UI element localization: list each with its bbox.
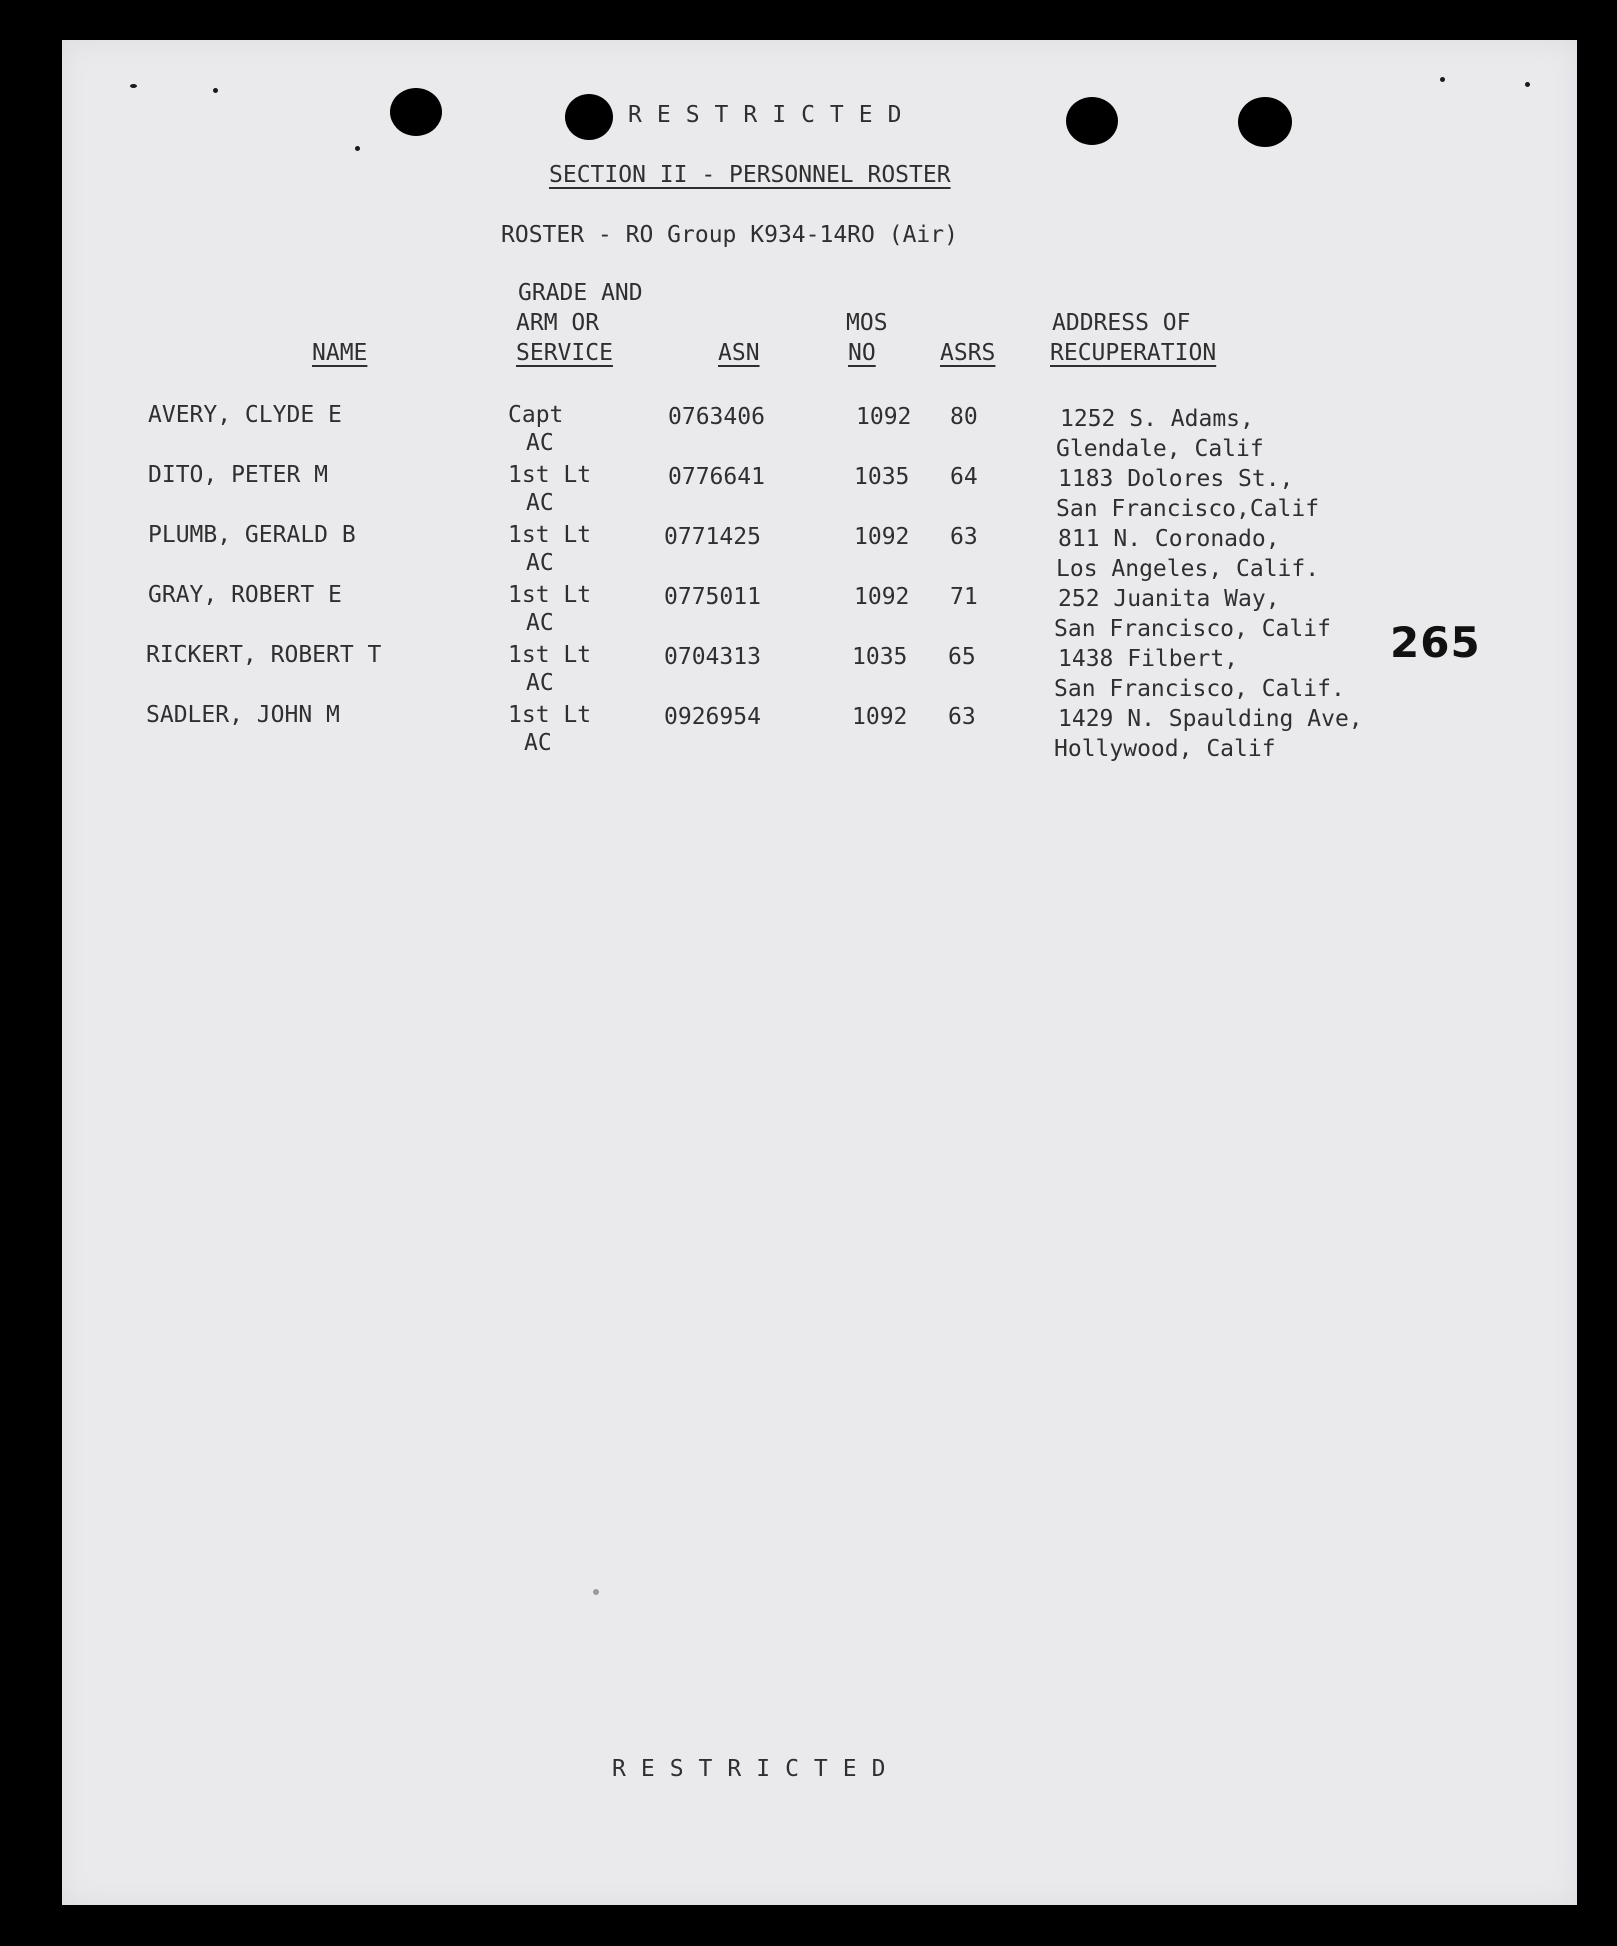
row-mos: 1092	[854, 524, 910, 550]
row-asrs: 80	[950, 404, 978, 430]
row-address-line2: Glendale, Calif	[1056, 436, 1264, 462]
row-arm: AC	[526, 430, 554, 456]
table-row	[0, 700, 1617, 760]
row-asn: 0776641	[668, 464, 765, 490]
column-header-address-line1: ADDRESS OF	[1052, 310, 1191, 336]
table-row	[0, 580, 1617, 640]
row-mos: 1035	[854, 464, 910, 490]
column-header-grade-line2: ARM OR	[516, 310, 600, 336]
row-address-line1: 1429 N. Spaulding Ave,	[1058, 706, 1363, 732]
table-row	[0, 640, 1617, 700]
row-mos: 1092	[852, 704, 908, 730]
dust-speck	[1525, 82, 1530, 87]
row-asn: 0771425	[664, 524, 761, 550]
row-address-line2: San Francisco,Calif	[1056, 496, 1320, 522]
row-address-line1: 1252 S. Adams,	[1060, 406, 1254, 432]
row-asn: 0926954	[664, 704, 761, 730]
row-address-line1: 811 N. Coronado,	[1058, 526, 1280, 552]
dust-speck	[1440, 77, 1445, 82]
row-name: AVERY, CLYDE E	[148, 402, 342, 428]
dust-speck	[213, 88, 218, 93]
row-asrs: 65	[948, 644, 976, 670]
row-name: RICKERT, ROBERT T	[146, 642, 382, 668]
table-row	[0, 460, 1617, 520]
row-asrs: 63	[948, 704, 976, 730]
row-address-line2: Los Angeles, Calif.	[1056, 556, 1320, 582]
row-mos: 1035	[852, 644, 908, 670]
row-name: DITO, PETER M	[148, 462, 329, 488]
row-arm: AC	[526, 610, 554, 636]
table-row	[0, 400, 1617, 460]
dust-speck	[593, 1589, 599, 1595]
row-address-line2: San Francisco, Calif	[1054, 616, 1331, 642]
row-asn: 0775011	[664, 584, 761, 610]
row-grade: 1st Lt	[508, 462, 592, 488]
row-grade: 1st Lt	[508, 642, 592, 668]
row-arm: AC	[526, 550, 554, 576]
row-asrs: 64	[950, 464, 978, 490]
row-address-line1: 1438 Filbert,	[1058, 646, 1239, 672]
column-header-grade-line3: SERVICE	[516, 340, 613, 366]
row-asn: 0763406	[668, 404, 765, 430]
dust-speck	[130, 84, 137, 88]
row-name: PLUMB, GERALD B	[148, 522, 356, 548]
row-grade: 1st Lt	[508, 702, 592, 728]
row-asrs: 71	[950, 584, 978, 610]
column-header-grade-line1: GRADE AND	[518, 280, 643, 306]
column-header-mos-line2: NO	[848, 340, 876, 366]
row-mos: 1092	[856, 404, 912, 430]
punch-hole	[1066, 97, 1118, 145]
classification-header: RESTRICTED	[628, 102, 917, 128]
row-address-line2: Hollywood, Calif	[1054, 736, 1276, 762]
row-asrs: 63	[950, 524, 978, 550]
column-header-asrs: ASRS	[940, 340, 996, 366]
row-arm: AC	[526, 670, 554, 696]
paper-sheet	[62, 40, 1577, 1905]
dust-speck	[355, 146, 360, 151]
classification-footer: RESTRICTED	[612, 1756, 901, 1782]
row-name: SADLER, JOHN M	[146, 702, 340, 728]
row-arm: AC	[524, 730, 552, 756]
column-header-mos-line1: MOS	[846, 310, 888, 336]
column-header-address-line2: RECUPERATION	[1050, 340, 1217, 366]
row-grade: 1st Lt	[508, 582, 592, 608]
section-title: SECTION II - PERSONNEL ROSTER	[549, 162, 951, 188]
row-mos: 1092	[854, 584, 910, 610]
row-grade: 1st Lt	[508, 522, 592, 548]
row-address-line1: 1183 Dolores St.,	[1058, 466, 1294, 492]
punch-hole	[565, 94, 613, 140]
page-number-stamp: 265	[1390, 618, 1481, 667]
roster-title: ROSTER - RO Group K934-14RO (Air)	[501, 222, 958, 248]
row-asn: 0704313	[664, 644, 761, 670]
row-name: GRAY, ROBERT E	[148, 582, 342, 608]
row-address-line2: San Francisco, Calif.	[1054, 676, 1345, 702]
column-header-name: NAME	[312, 340, 368, 366]
row-arm: AC	[526, 490, 554, 516]
column-header-asn: ASN	[718, 340, 760, 366]
row-address-line1: 252 Juanita Way,	[1058, 586, 1280, 612]
table-row	[0, 520, 1617, 580]
punch-hole	[390, 88, 442, 136]
row-grade: Capt	[508, 402, 564, 428]
punch-hole	[1238, 97, 1292, 147]
